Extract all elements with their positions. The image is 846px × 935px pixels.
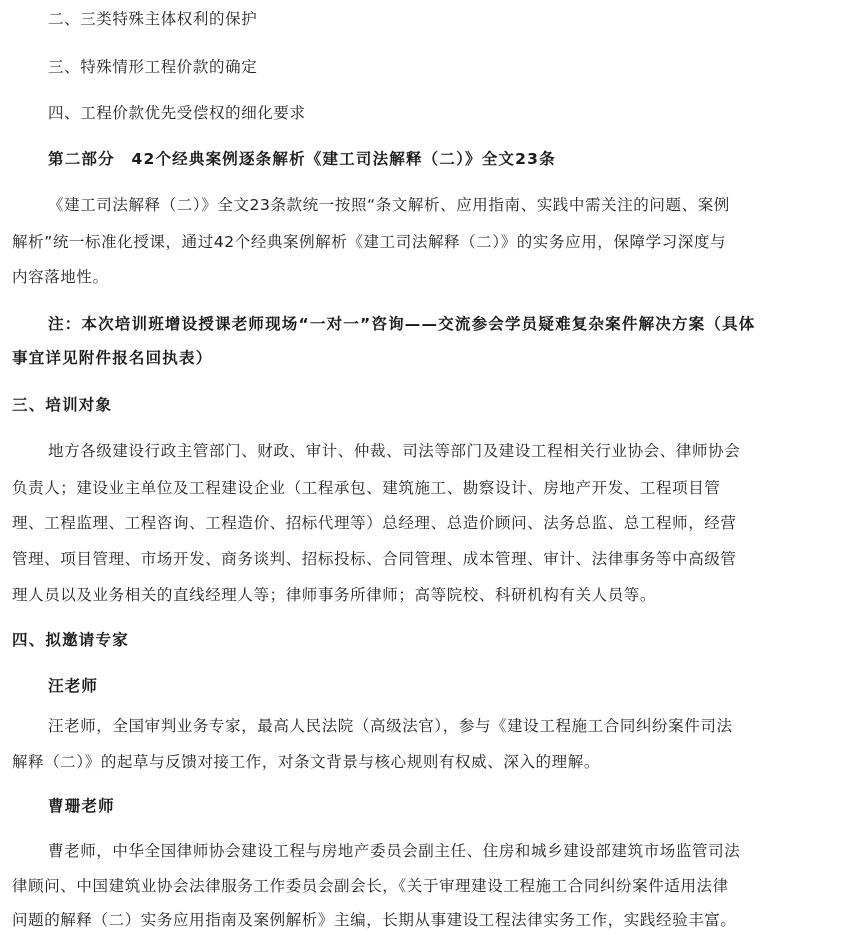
note-line: 事宜详见附件报名回执表） [12, 349, 213, 367]
paragraph-line: 律顾问、中国建筑业协会法律服务工作委员会副会长，《关于审理建设工程施工合同纠纷案件适用法律 [12, 877, 729, 895]
outline-item-3: 三、特殊情形工程价款的确定 [48, 58, 258, 76]
note-line: 注：本次培训班增设授课老师现场“一对一”咨询——交流参会学员疑难复杂案件解决方案（具体 [48, 315, 756, 333]
paragraph-line: 《建工司法解释（二）》全文23条款统一按照“条文解析、应用指南、实践中需关注的问题、案例 [48, 196, 730, 214]
paragraph-line: 解析”统一标准化授课，通过42个经典案例解析《建工司法解释（二）》的实务应用，保障学习深度与 [12, 233, 727, 251]
expert-name: 曹珊老师 [48, 797, 115, 815]
paragraph-line: 问题的解释（二）实务应用指南及案例解析》主编，长期从事建设工程法律实务工作，实践经验丰富。 [12, 911, 737, 929]
expert-name: 汪老师 [48, 677, 99, 695]
section-heading-audience: 三、培训对象 [12, 396, 113, 414]
paragraph-line: 负责人；建设业主单位及工程建设企业（工程承包、建筑施工、勘察设计、房地产开发、工程项目管 [12, 479, 721, 497]
paragraph-line: 解释（二）》的起草与反馈对接工作，对条文背景与核心规则有权威、深入的理解。 [12, 753, 600, 771]
paragraph-line: 理、工程监理、工程咨询、工程造价、招标代理等）总经理、总造价顾问、法务总监、总工程师，经营 [12, 514, 737, 532]
paragraph-line: 地方各级建设行政主管部门、财政、审计、仲裁、司法等部门及建设工程相关行业协会、律师协会 [48, 442, 741, 460]
outline-item-2: 二、三类特殊主体权利的保护 [48, 10, 258, 28]
paragraph-line: 管理、项目管理、市场开发、商务谈判、招标投标、合同管理、成本管理、审计、法律事务等中高级管 [12, 550, 737, 568]
section-heading-experts: 四、拟邀请专家 [12, 631, 129, 649]
paragraph-line: 汪老师，全国审判业务专家，最高人民法院（高级法官），参与《建设工程施工合同纠纷案件司法 [48, 717, 733, 735]
paragraph-line: 曹老师，中华全国律师协会建设工程与房地产委员会副主任、住房和城乡建设部建筑市场监管司法 [48, 842, 741, 860]
paragraph-line: 理人员以及业务相关的直线经理人等；律师事务所律师；高等院校、科研机构有关人员等。 [12, 586, 657, 604]
section-heading-part-two: 第二部分 42个经典案例逐条解析《建工司法解释（二）》全文23条 [48, 150, 556, 168]
paragraph-line: 内容落地性。 [12, 268, 109, 286]
outline-item-4: 四、工程价款优先受偿权的细化要求 [48, 104, 306, 122]
